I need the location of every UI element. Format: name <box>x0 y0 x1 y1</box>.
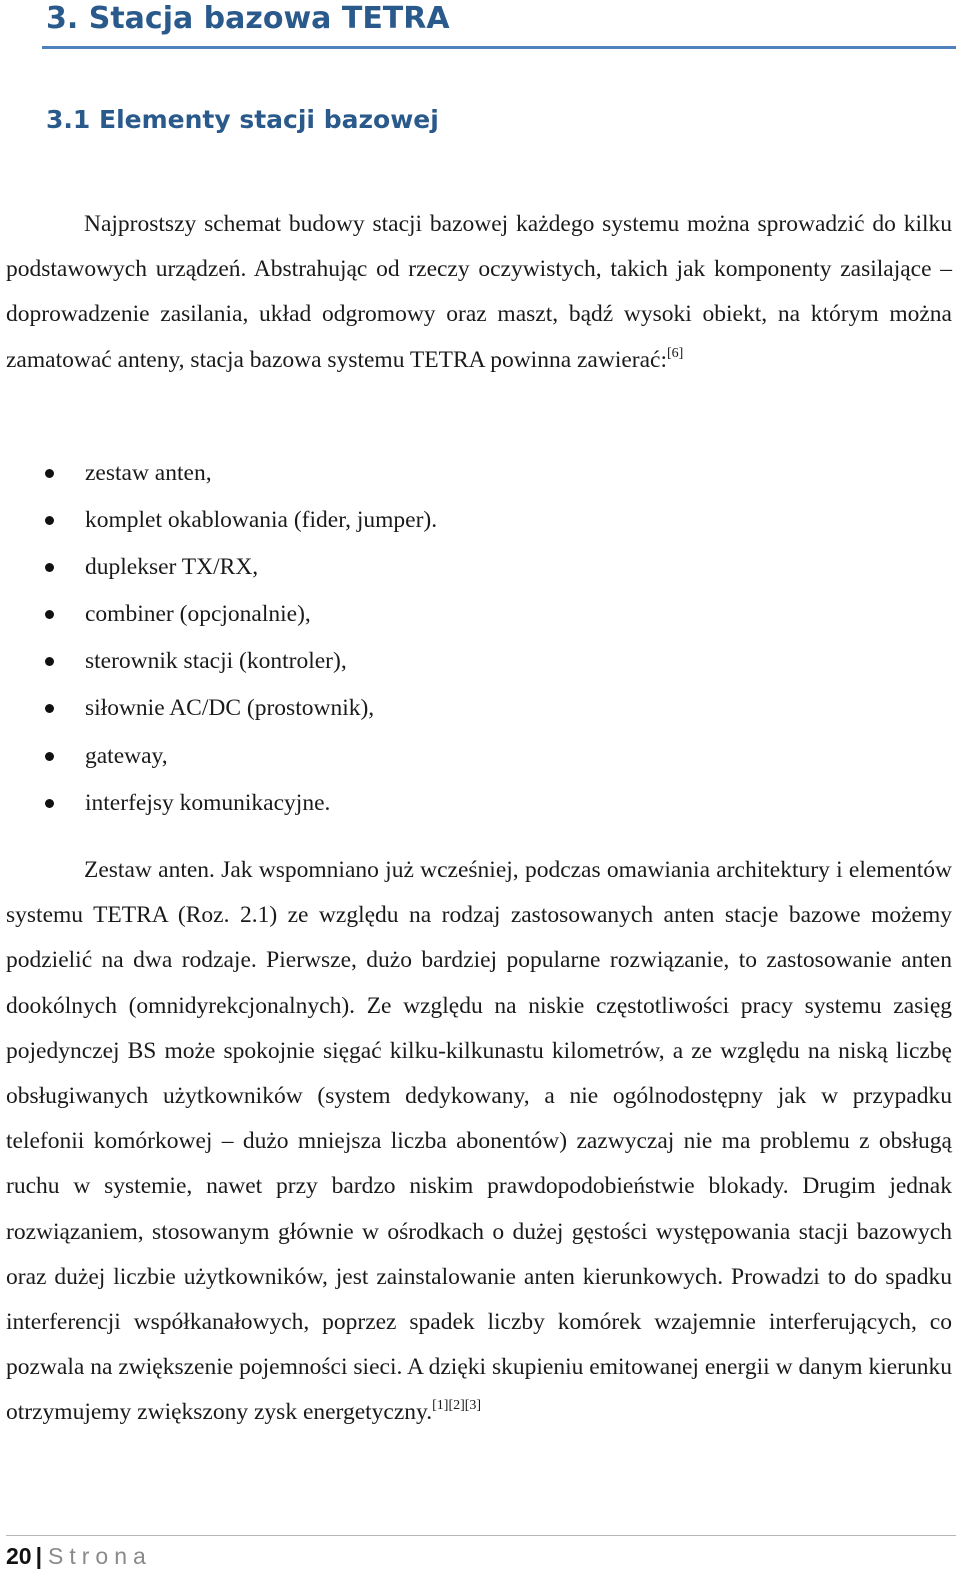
bullet-icon <box>45 657 54 666</box>
bullet-icon <box>45 516 54 525</box>
heading-underline <box>42 46 956 49</box>
bullet-icon <box>45 799 54 808</box>
antenna-text: Zestaw anten. Jak wspomniano już wcześniej, podczas omawiania architektury i elementów systemu TETRA (Roz. 2.1) ze względu na rodzaj zastosowanych anten stacje bazowe możemy podzielić na dwa rodzaje. Pierwsze, dużo bardziej popularne rozwiązanie, to zastosowanie anten dookólnych (omnidyrekcjonalnych). Ze względu na niskie częstotliwości pracy systemu zasięg pojedynczej BS może spokojnie sięgać kilku-kilkunastu kilometrów, a ze względu na niską liczbę obsługiwanych użytkowników (system dedykowany, a nie ogólnodostępny jak w przypadku telefonii komórkowej – dużo mniejsza liczba abonentów) zazwyczaj nie ma problemu z obsługą ruchu w systemie, nawet przy bardzo niskim prawdopodobieństwie blokady. Drugim jednak rozwiązaniem, stosowanym głównie w ośrodkach o dużej gęstości występowania stacji bazowych oraz dużej liczbie użytkowników, jest zainstalowanie anten kierunkowych. Prowadzi to do spadku interferencji współkanałowych, poprzez spadek liczby komórek wzajemnie interferujących, co pozwala na zwiększenie pojemności sieci. A dzięki skupieniu emitowanej energii w danym kierunku otrzymujemy zwiększony zysk energetyczny. <box>6 857 952 1426</box>
bullet-icon <box>45 563 54 572</box>
footer-separator: | <box>35 1543 43 1569</box>
list-item <box>0 497 900 544</box>
list-item <box>0 780 900 827</box>
components-list <box>0 450 900 827</box>
list-item-text: sterownik stacji (kontroler), <box>85 648 347 675</box>
page-label: Strona <box>48 1543 152 1569</box>
intro-paragraph <box>6 202 952 383</box>
bullet-icon <box>45 752 54 761</box>
antenna-citation: [1][2][3] <box>432 1398 482 1414</box>
list-item-text: interfejsy komunikacyjne. <box>85 789 331 816</box>
list-item <box>0 733 900 780</box>
antenna-paragraph <box>6 848 952 1436</box>
intro-citation: [6] <box>667 345 684 361</box>
page-footer <box>6 1540 152 1572</box>
list-item-text: duplekser TX/RX, <box>85 554 259 581</box>
bullet-icon <box>45 610 54 619</box>
intro-text: Najprostszy schemat budowy stacji bazowej każdego systemu można sprowadzić do kilku podstawowych urządzeń. Abstrahując od rzeczy oczywistych, takich jak komponenty zasilające – doprowadzenie zasilania, układ odgromowy oraz maszt, bądź wysoki obiekt, na którym można zamatować anteny, stacja bazowa systemu TETRA powinna zawierać: <box>6 211 952 373</box>
bullet-icon <box>45 704 54 713</box>
list-item <box>0 591 900 638</box>
list-item <box>0 450 900 497</box>
list-item-text: komplet okablowania (fider, jumper). <box>85 507 438 534</box>
list-item <box>0 638 900 685</box>
list-item-text: gateway, <box>85 742 168 769</box>
list-item-text: combiner (opcjonalnie), <box>85 601 311 628</box>
list-item-text: zestaw anten, <box>85 460 212 486</box>
list-item <box>0 685 900 732</box>
list-item-text: siłownie AC/DC (prostownik), <box>85 695 375 722</box>
chapter-heading: 3. Stacja bazowa TETRA <box>46 1 450 36</box>
section-heading: 3.1 Elementy stacji bazowej <box>46 105 439 134</box>
footer-divider <box>6 1535 956 1536</box>
bullet-icon <box>45 469 54 478</box>
page-number: 20 <box>6 1543 32 1569</box>
list-item <box>0 544 900 591</box>
